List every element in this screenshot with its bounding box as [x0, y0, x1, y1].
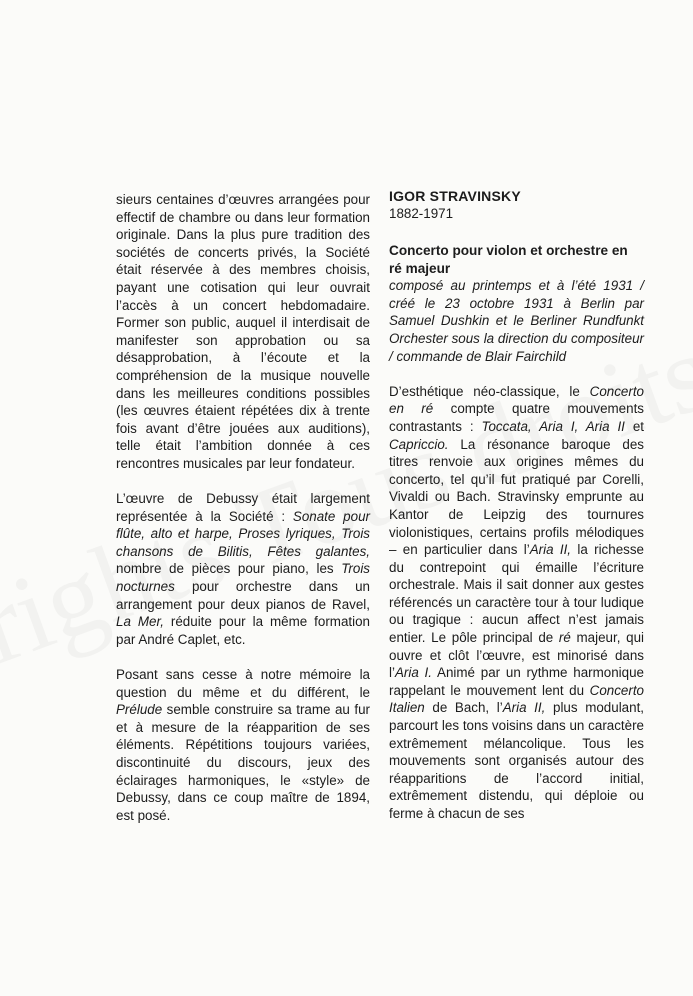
italic-text: Trois nocturnes [116, 561, 370, 595]
text-run: Posant sans cesse à notre mémoire la question du même et du différent, le [116, 667, 370, 700]
text-run: plus modulant, parcourt les tons voisins dans un caractère extrêmement mélancolique. Tous les mouvements sont organisés autour des réapparitions de l’accord initial, extrêmement distendu, qui déploie ou ferme à chacun de ses [389, 700, 645, 821]
paragraph-societe: sieurs centaines d’œuvres arrangées pour effectif de chambre ou dans leur formation originale. Dans la plus pure tradition des sociétés de concerts privés, la Société était réservée à des membres choisis, payant une cotisation qui leur ouvrait l’accès à un concert hebdomadaire. Former son public, auquel il interdisait de manifester son approbation ou sa désapprobation, à l’écoute et la compréhension de la musique nouvelle dans les meilleures conditions possibles (les œuvres étaient répétées dix à trente fois avant d’être jouées aux auditions), telle était l’ambition donnée à ces rencontres musicales par leur fondateur. [116, 192, 370, 471]
text-run: L’œuvre de Debussy était largement représentée à la Société : [116, 491, 370, 524]
italic-text: La Mer, [116, 614, 164, 630]
work-title: Concerto pour violon et orchestre en ré majeur [389, 243, 628, 276]
italic-text: Toccata, Aria I, Aria II [481, 418, 625, 434]
text-run: pour orchestre dans un arrangement pour deux pianos de Ravel, [116, 579, 370, 612]
right-column [389, 187, 644, 823]
italic-text: Aria I. [394, 665, 432, 681]
paragraph-concerto [389, 383, 644, 823]
work-credits: composé au printemps et à l’été 1931 / créé le 23 octobre 1931 à Berlin par Samuel Dushkin et le Berliner Rundfunkt Orchester sous la direction du compositeur / commande de Blair Fairchild [389, 278, 644, 364]
text-run: réduite pour la même formation par André Caplet, etc. [116, 614, 370, 647]
text-run: nombre de pièces pour piano, les [116, 561, 342, 577]
text-run: D’esthétique néo-classique, le [389, 383, 590, 399]
left-column [116, 191, 370, 824]
text-run: et [624, 418, 644, 434]
italic-text: Aria II, [502, 700, 546, 716]
text-run: majeur, qui ouvre et clôt l’œuvre, est minorisé dans l’ [389, 630, 644, 681]
italic-text: Aria II, [529, 542, 572, 558]
text-run: de Bach, l’ [424, 700, 503, 716]
italic-text: Capriccio. [389, 436, 449, 452]
paragraph-debussy-works [116, 490, 370, 648]
text-run: semble construire sa trame au fur et à mesure de la réapparition de ses éléments. Répétitions toujours variées, discontinuité du discours, jeux des éclairages harmoniques, le «style» de Debussy, dans ce coup maître de 1894, est posé. [116, 702, 370, 823]
italic-text: Concerto en ré [389, 383, 644, 417]
text-run: compte quatre mouvements contrastants : [389, 401, 644, 434]
composer-name: IGOR STRAVINSKY [389, 188, 521, 204]
paragraph-prelude [116, 666, 370, 824]
text-run: Animé par un rythme harmonique rappelant le mouvement lent du [389, 665, 644, 698]
italic-text: Prélude [116, 702, 163, 718]
text-run: La résonance baroque des titres renvoie aux origines mêmes du concerto, tel qu’il fut pratiqué par Corelli, Vivaldi ou Bach. Stravinsky emprunte au Kantor de Leipzig des tournures violonistiques, certains profils mélodiques – en particulier dans l’ [389, 436, 644, 558]
italic-text: Concerto Italien [389, 682, 644, 716]
italic-text: Sonate pour flûte, alto et harpe, Proses lyriques, Trois chansons de Bilitis, Fêtes galantes, [116, 508, 370, 559]
italic-text: ré [558, 630, 571, 646]
composer-dates: 1882-1971 [389, 206, 454, 221]
text-run: la richesse du contrepoint qui émaille l’écriture orchestrale. Mais il sait donner aux gestes référencés un caractère tour à tour ludique ou tragique : aucun affect n’est jamais entier. Le pôle principal de [389, 542, 644, 646]
